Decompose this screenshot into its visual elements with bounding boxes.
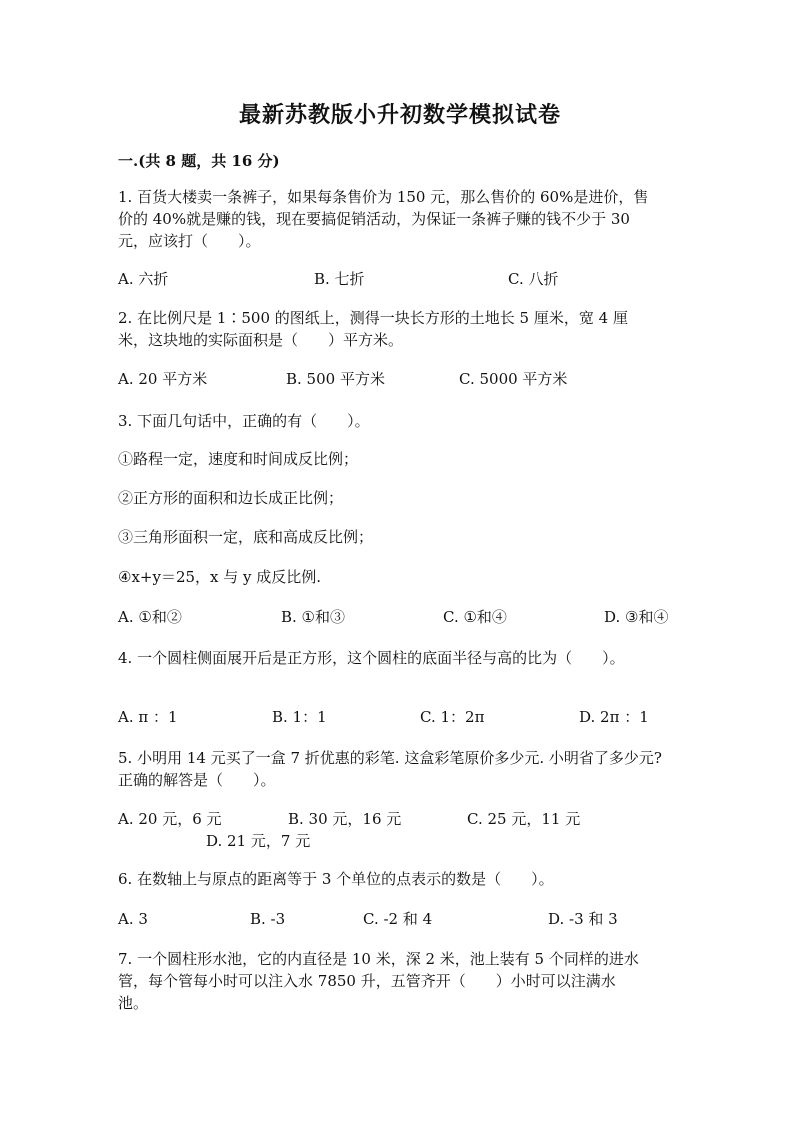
option-a: A. 3 — [118, 910, 148, 928]
question-text: 元，应该打（ ）。 — [118, 232, 261, 250]
statement-2: ②正方形的面积和边长成正比例； — [118, 489, 344, 507]
option-b: B. -3 — [250, 910, 286, 928]
question-text: 4. 一个圆柱侧面展开后是正方形，这个圆柱的底面半径与高的比为（ ）。 — [118, 649, 625, 667]
option-c: C. 八折 — [508, 270, 559, 288]
option-c: C. 5000 平方米 — [459, 370, 568, 388]
question-text: 正确的解答是（ ）。 — [118, 771, 276, 789]
question-text: 管，每个管每小时可以注入水 7850 升，五管齐开（ ）小时可以注满水 — [118, 972, 616, 990]
section-heading: 一.(共 8 题，共 16 分) — [118, 152, 280, 170]
option-d: D. 21 元，7 元 — [206, 832, 311, 850]
question-text: 3. 下面几句话中，正确的有（ ）。 — [118, 412, 370, 430]
option-b: B. 30 元，16 元 — [288, 810, 402, 828]
question-text: 6. 在数轴上与原点的距离等于 3 个单位的点表示的数是（ ）。 — [118, 870, 554, 888]
statement-3: ③三角形面积一定，底和高成反比例； — [118, 528, 374, 546]
option-c: C. -2 和 4 — [363, 910, 433, 928]
option-a: A. ①和② — [118, 608, 182, 626]
option-c: C. 25 元，11 元 — [467, 810, 581, 828]
option-b: B. 500 平方米 — [286, 370, 385, 388]
statement-4: ④x+y＝25，x 与 y 成反比例. — [118, 568, 322, 586]
option-a: A. π ：1 — [118, 708, 178, 726]
question-text: 7. 一个圆柱形水池，它的内直径是 10 米，深 2 米，池上装有 5 个同样的进水 — [118, 950, 639, 968]
option-a: A. 20 平方米 — [118, 370, 208, 388]
question-text: 5. 小明用 14 元买了一盒 7 折优惠的彩笔. 这盒彩笔原价多少元. 小明省了多少元? — [118, 749, 662, 767]
statement-1: ①路程一定，速度和时间成反比例； — [118, 450, 359, 468]
option-d: D. 2π ：1 — [579, 708, 649, 726]
option-b: B. 七折 — [314, 270, 365, 288]
option-b: B. 1：1 — [272, 708, 327, 726]
option-a: A. 六折 — [118, 270, 169, 288]
question-text: 1. 百货大楼卖一条裤子，如果每条售价为 150 元，那么售价的 60%是进价，售 — [118, 188, 649, 206]
question-text: 2. 在比例尺是 1∶500 的图纸上，测得一块长方形的土地长 5 厘米，宽 4 厘 — [118, 309, 628, 327]
page-title: 最新苏教版小升初数学模拟试卷 — [238, 102, 561, 128]
option-d: D. -3 和 3 — [548, 910, 618, 928]
option-d: D. ③和④ — [604, 608, 669, 626]
question-text: 价的 40%就是赚的钱，现在要搞促销活动，为保证一条裤子赚的钱不少于 30 — [118, 210, 630, 228]
question-text: 米，这块地的实际面积是（ ）平方米。 — [118, 331, 404, 349]
option-c: C. ①和④ — [443, 608, 507, 626]
option-b: B. ①和③ — [281, 608, 346, 626]
question-text: 池。 — [118, 994, 149, 1012]
option-c: C. 1：2π — [420, 708, 485, 726]
option-a: A. 20 元，6 元 — [118, 810, 222, 828]
